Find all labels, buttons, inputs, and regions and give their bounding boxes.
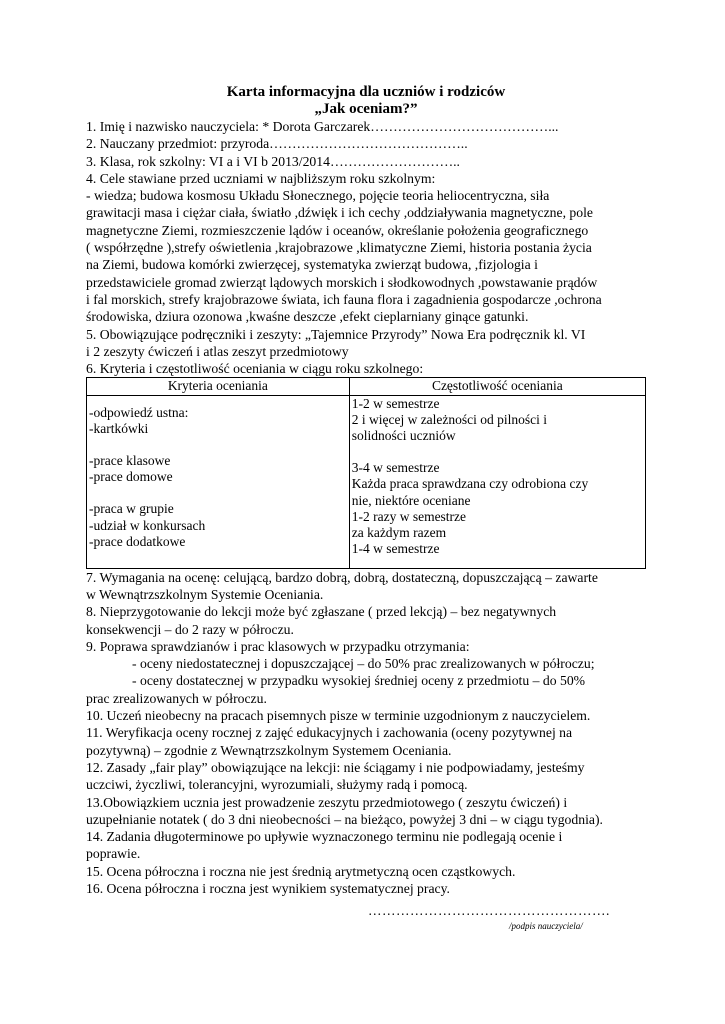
criteria-line: -udział w konkursach [89, 517, 206, 533]
text-line: środowiska, dziura ozonowa ,kwaśne deszcze ,efekt cieplarniany ginące gatunki. [86, 309, 529, 325]
list-item: 3. Klasa, rok szkolny: VI a i VI b 2013/2014……………………….. [86, 153, 460, 169]
sub-item: - oceny niedostatecznej i dopuszczającej – do 50% prac zrealizowanych w półroczu; [132, 656, 595, 672]
frequency-line: 2 i więcej w zależności od pilności i [351, 411, 548, 427]
frequency-line: 1-4 w semestrze [351, 541, 440, 557]
list-item: w Wewnątrzszkolnym Systemie Oceniania. [86, 586, 324, 602]
criteria-line: -praca w grupie [89, 501, 174, 517]
criteria-line [89, 485, 347, 501]
items-top [86, 118, 646, 187]
list-item: uczciwi, życzliwi, tolerancyjni, wyrozumiali, służymy radą i pomocą. [86, 777, 468, 793]
frequency-line: nie, niektóre oceniane [351, 492, 471, 508]
sub-item: - oceny dostatecznej w przypadku wysokiej średniej oceny z przedmiotu – do 50% [132, 673, 586, 689]
text-line: i 2 zeszyty ćwiczeń i atlas zeszyt przedmiotowy [86, 343, 349, 359]
items-bottom [86, 569, 646, 655]
goals-paragraph [86, 187, 646, 325]
frequency-line: 3-4 w semestrze [351, 460, 440, 476]
criteria-line [89, 437, 347, 453]
list-item: 13.Obowiązkiem ucznia jest prowadzenie zeszytu przedmiotowego ( zeszytu ćwiczeń) i [86, 794, 568, 810]
list-item: 10. Uczeń nieobecny na pracach pisemnych pisze w terminie uzgodnionym z nauczycielem. [86, 708, 591, 724]
frequency-line: solidności uczniów [351, 428, 456, 444]
criteria-table [86, 377, 646, 568]
criteria-line: -prace klasowe [89, 453, 171, 469]
list-item: 16. Ocena półroczna i roczna jest wynikiem systematycznej pracy. [86, 881, 450, 896]
list-item: 12. Zasady „fair play” obowiązujące na lekcji: nie ściągamy i nie podpowiadamy, jesteśmy [86, 759, 585, 775]
text-line: 5. Obowiązujące podręczniki i zeszyty: „Tajemnice Przyrody” Nowa Era podręcznik kl. VI [86, 326, 586, 342]
header-frequency: Częstotliwość oceniania [349, 378, 645, 395]
list-item: 11. Weryfikacja oceny rocznej z zajęć edukacyjnych i zachowania (oceny pozytywnej na [86, 725, 573, 741]
criteria-line: -prace domowe [89, 469, 173, 485]
frequency-line: Każda praca sprawdzana czy odrobiona czy [351, 476, 589, 492]
items-tail [86, 690, 646, 898]
frequency-line: 1-2 w semestrze [351, 395, 440, 411]
text-line: grawitacji masa i ciężar ciała, światło ,dźwięk i ich cechy ,oddziaływania magnetyczne, pole [86, 205, 593, 221]
item-6: 6. Kryteria i częstotliwość oceniania w ciągu roku szkolnego: [86, 361, 424, 377]
list-item: prac zrealizowanych w półroczu. [86, 690, 267, 706]
list-item: pozytywną) – zgodnie z Wewnątrzszkolnym Systemem Oceniania. [86, 742, 452, 758]
signature-line: ……………………………………………. [368, 903, 610, 918]
frequency-line: za każdym razem [351, 525, 447, 541]
list-item: 1. Imię i nazwisko nauczyciela: * Dorota Garczarek…………………………………... [86, 119, 559, 134]
text-line: i fal morskich, strefy krajobrazowe świata, ich fauna flora i zagadnienia gospodarcze ,ochrona [86, 291, 602, 307]
document-body [86, 84, 646, 897]
list-item: 8. Nieprzygotowanie do lekcji może być zgłaszane ( przed lekcją) – bez negatywnych [86, 604, 557, 620]
criteria-line: -odpowiedź ustna: [89, 404, 189, 420]
text-line: - wiedza; budowa kosmosu Układu Słonecznego, pojęcie teoria heliocentryczna, siła [86, 188, 550, 204]
item-9-sub [86, 655, 646, 690]
list-item: 15. Ocena półroczna i roczna nie jest średnią arytmetyczną ocen cząstkowych. [86, 863, 516, 879]
list-item: uzupełnianie notatek ( do 3 dni nieobecności – na bieżąco, powyżej 3 dni – w ciągu tygodnia). [86, 811, 603, 827]
item-5 [86, 326, 646, 361]
text-line: ( współrzędne ),strefy oświetlenia ,krajobrazowe ,klimatyczne Ziemi, historia postania życia [86, 240, 592, 256]
list-item: 4. Cele stawiane przed uczniami w najbliższym roku szkolnym: [86, 170, 436, 186]
title-line-2: „Jak oceniam?” [314, 101, 418, 117]
frequency-line: 1-2 razy w semestrze [351, 508, 467, 524]
list-item: 7. Wymagania na ocenę: celującą, bardzo dobrą, dobrą, dostateczną, dopuszczającą – zawarte [86, 569, 598, 585]
signature-label: /podpis nauczyciela/ [509, 921, 583, 931]
frequency-line [352, 444, 643, 460]
text-line: przedstawiciele gromad zwierząt lądowych morskich i słodkowodnych ,powstawanie prądów [86, 274, 598, 290]
list-item: 14. Zadania długoterminowe po upływie wyznaczonego terminu nie podlegają ocenie i [86, 829, 563, 845]
list-item: 9. Poprawa sprawdzianów i prac klasowych w przypadku otrzymania: [86, 638, 470, 654]
text-line: magnetyczne Ziemi, rozmieszczenie lądów i oceanów, określanie położenia geograficznego [86, 222, 589, 238]
text-line: na Ziemi, budowa komórki zwierzęcej, systematyka zwierząt budowa, ,fizjologia i [86, 257, 538, 273]
criteria-line: -prace dodatkowe [89, 533, 186, 549]
title-line-1: Karta informacyjna dla uczniów i rodziców [226, 84, 506, 100]
frequency-cell [349, 395, 645, 568]
list-item: konsekwencji – do 2 razy w półroczu. [86, 621, 294, 637]
list-item: poprawie. [86, 846, 141, 862]
criteria-line: -kartkówki [89, 420, 149, 436]
criteria-cell [87, 395, 350, 568]
list-item: 2. Nauczany przedmiot: przyroda…………………………………….. [86, 136, 468, 152]
header-criteria: Kryteria oceniania [87, 378, 350, 395]
